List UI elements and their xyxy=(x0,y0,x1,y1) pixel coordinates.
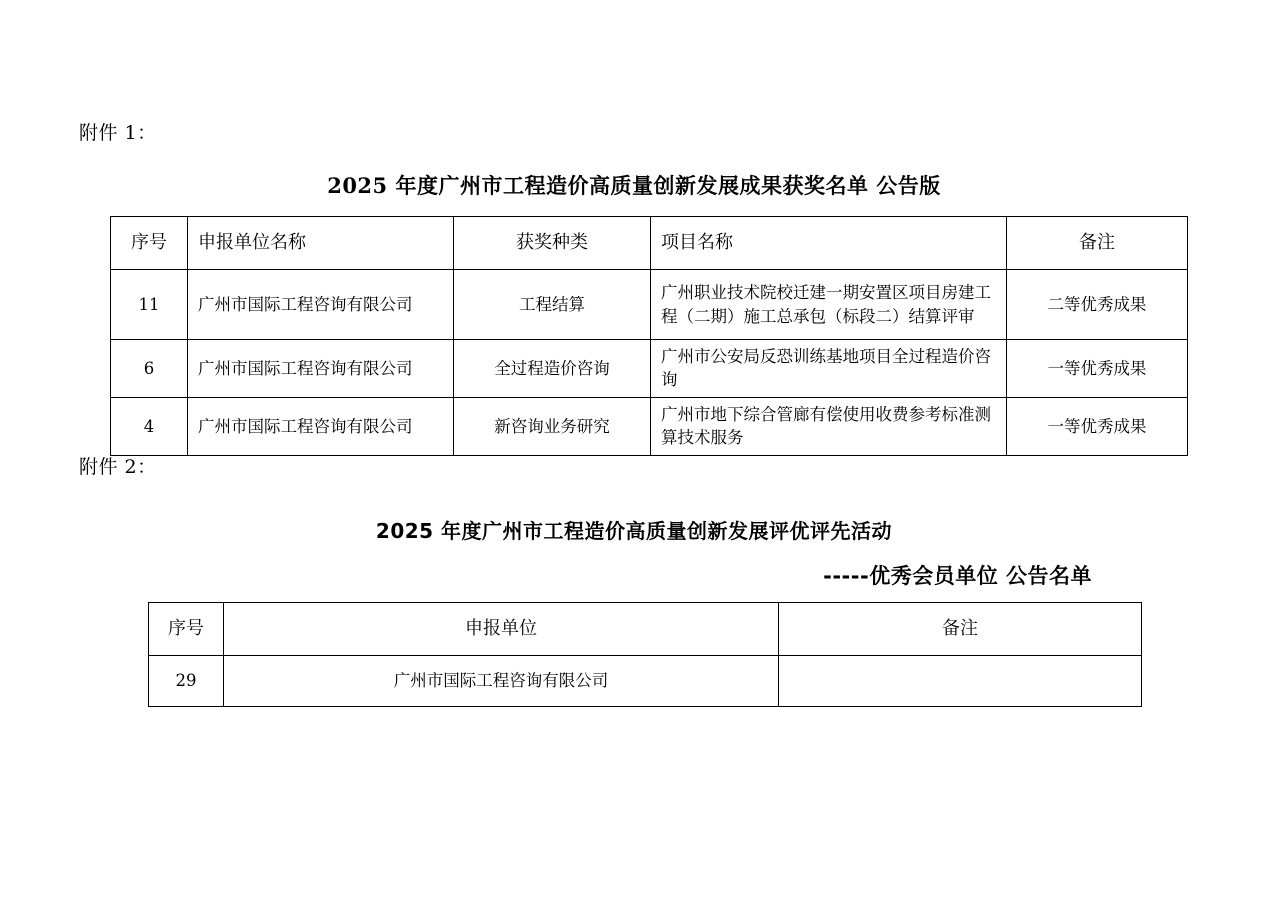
section-1-title: 2025 年度广州市工程造价高质量创新发展成果获奖名单 公告版 xyxy=(327,173,941,198)
column-header-project: 项目名称 xyxy=(651,217,1007,270)
section-2-title: 2025 年度广州市工程造价高质量创新发展评优评先活动 xyxy=(375,519,893,543)
cell-project: 广州市地下综合管廊有偿使用收费参考标准测算技术服务 xyxy=(651,397,1007,455)
member-unit-table xyxy=(148,602,1142,707)
table-header-row xyxy=(149,603,1142,656)
cell-unit: 广州市国际工程咨询有限公司 xyxy=(188,340,454,398)
column-header-index: 序号 xyxy=(111,217,188,270)
cell-note xyxy=(779,656,1142,707)
column-header-unit: 申报单位 xyxy=(224,603,779,656)
attachment-1-label: 附件 1： xyxy=(79,122,157,144)
cell-project: 广州职业技术院校迁建一期安置区项目房建工程（二期）施工总承包（标段二）结算评审 xyxy=(651,270,1007,340)
cell-kind: 新咨询业务研究 xyxy=(454,397,651,455)
cell-unit: 广州市国际工程咨询有限公司 xyxy=(188,397,454,455)
column-header-unit: 申报单位名称 xyxy=(188,217,454,270)
cell-unit: 广州市国际工程咨询有限公司 xyxy=(188,270,454,340)
cell-index: 4 xyxy=(111,397,188,455)
cell-index: 29 xyxy=(149,656,224,707)
attachment-2-label: 附件 2： xyxy=(79,456,157,478)
cell-index: 6 xyxy=(111,340,188,398)
cell-note: 一等优秀成果 xyxy=(1007,397,1188,455)
cell-kind: 全过程造价咨询 xyxy=(454,340,651,398)
section-2-subtitle: -----优秀会员单位 公告名单 xyxy=(823,564,1092,588)
cell-unit: 广州市国际工程咨询有限公司 xyxy=(224,656,779,707)
cell-note: 二等优秀成果 xyxy=(1007,270,1188,340)
cell-note: 一等优秀成果 xyxy=(1007,340,1188,398)
column-header-kind: 获奖种类 xyxy=(454,217,651,270)
table-row xyxy=(111,340,1188,398)
table-header-row xyxy=(111,217,1188,270)
award-list-table xyxy=(110,216,1188,456)
cell-index: 11 xyxy=(111,270,188,340)
table-row xyxy=(111,397,1188,455)
table-row xyxy=(111,270,1188,340)
column-header-note: 备注 xyxy=(1007,217,1188,270)
column-header-index: 序号 xyxy=(149,603,224,656)
table-row xyxy=(149,656,1142,707)
cell-project: 广州市公安局反恐训练基地项目全过程造价咨询 xyxy=(651,340,1007,398)
column-header-note: 备注 xyxy=(779,603,1142,656)
cell-kind: 工程结算 xyxy=(454,270,651,340)
